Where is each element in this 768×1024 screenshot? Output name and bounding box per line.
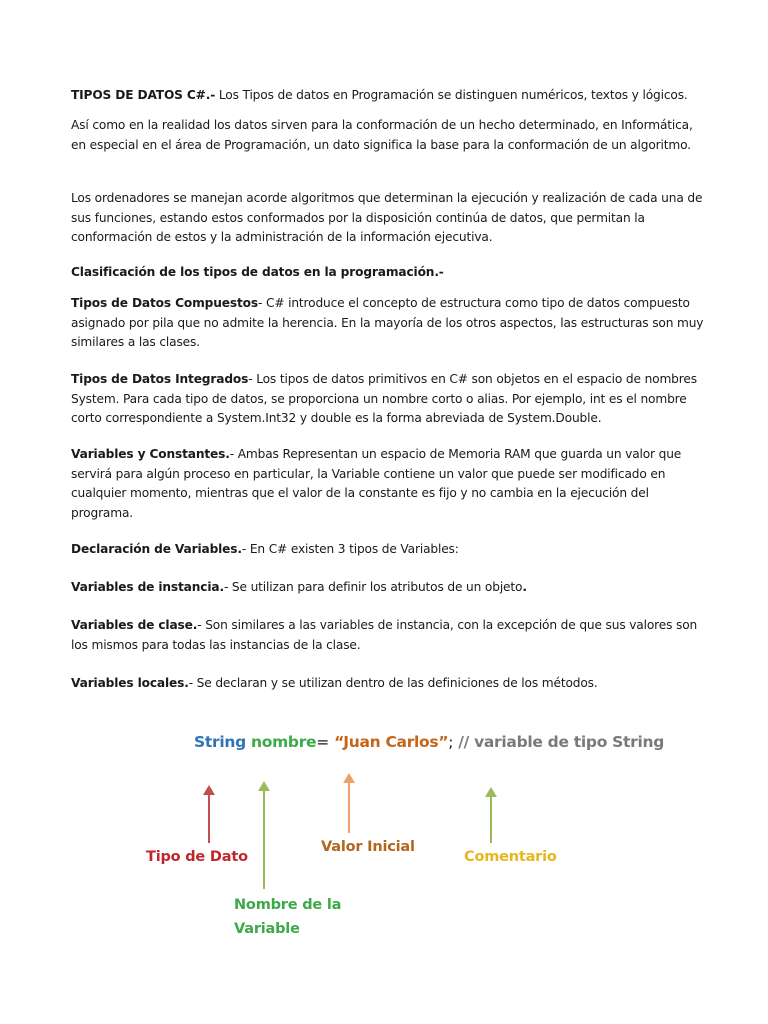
- paragraph-intro: [71, 86, 711, 106]
- paragraph-ordenadores: [71, 189, 711, 248]
- heading-instancia: Variables de instancia.: [71, 580, 224, 594]
- code-type-token: String: [194, 733, 246, 751]
- code-name-token: nombre: [250, 733, 317, 751]
- paragraph-integrados: [71, 370, 711, 429]
- paragraph-clasificacion: [71, 263, 711, 283]
- paragraph-realidad: [71, 116, 711, 155]
- realidad-text: Así como en la realidad los datos sirven para la conformación de un hecho determinado, en Informática, en especial en el área de Programación, un dato significa la base para la conformación de un algoritmo.: [71, 118, 693, 152]
- label-valor-inicial: Valor Inicial: [321, 839, 415, 855]
- label-tipo-de-dato: Tipo de Dato: [146, 849, 248, 865]
- instancia-text: - Se utilizan para definir los atributos de un objeto: [223, 580, 523, 594]
- clase-text: - Son similares a las variables de instancia, con la excepción de que sus valores son los mismos para todas las instancias de la clase.: [71, 618, 698, 652]
- paragraph-declaracion: [71, 540, 711, 560]
- heading-clasificacion: Clasificación de los tipos de datos en la programación.-: [71, 265, 444, 279]
- variable-declaration-diagram: [130, 725, 670, 955]
- heading-clase: Variables de clase.: [71, 618, 198, 632]
- paragraph-compuestos: [71, 294, 711, 353]
- integrados-text: - Los tipos de datos primitivos en C# son objetos en el espacio de nombres System. Para cada tipo de datos, se proporciona un nombre corto o alias. Por ejemplo, int es el nombre corto correspondiente a System.Int32 y double es la forma abreviada de System.Double.: [71, 372, 697, 425]
- arrow-comentario: [485, 787, 497, 843]
- heading-compuestos: Tipos de Datos Compuestos: [71, 296, 258, 310]
- heading-declaracion: Declaración de Variables.: [71, 542, 242, 556]
- code-value-token: “Juan Carlos”: [334, 733, 449, 751]
- code-comment-token: // variable de tipo String: [458, 733, 665, 751]
- intro-text: Los Tipos de datos en Programación se distinguen numéricos, textos y lógicos.: [215, 88, 688, 102]
- compuestos-text: - C# introduce el concepto de estructura como tipo de datos compuesto asignado por pila que no admite la herencia. En la mayoría de los otros aspectos, las estructuras son muy similares a las clases.: [71, 296, 704, 349]
- instancia-tail: .: [522, 580, 527, 594]
- heading-variables-constantes: Variables y Constantes.: [71, 447, 230, 461]
- label-comentario: Comentario: [464, 849, 557, 865]
- ordenadores-text: Los ordenadores se manejan acorde algoritmos que determinan la ejecución y realización de cada una de sus funciones, estando estos conformados por la disposición continúa de datos, que permitan la conformación de estos y la administración de la información ejecutiva.: [71, 191, 703, 244]
- arrow-nombre-variable: [258, 781, 270, 889]
- heading-locales: Variables locales.: [71, 676, 189, 690]
- heading-integrados: Tipos de Datos Integrados: [71, 372, 249, 386]
- locales-text: - Se declaran y se utilizan dentro de las definiciones de los métodos.: [188, 676, 598, 690]
- label-nombre-line2: Variable: [234, 921, 300, 937]
- arrow-tipo-de-dato: [203, 785, 215, 843]
- paragraph-instancia: [71, 578, 711, 598]
- code-semicolon-token: ;: [448, 733, 454, 751]
- paragraph-clase: [71, 616, 711, 655]
- label-nombre-line1: Nombre de la: [234, 897, 342, 913]
- code-assign-token: =: [316, 733, 329, 751]
- paragraph-locales: [71, 674, 711, 694]
- heading-tipos-de-datos: TIPOS DE DATOS C#.-: [71, 88, 216, 102]
- arrow-valor-inicial: [343, 773, 355, 833]
- declaracion-text: - En C# existen 3 tipos de Variables:: [241, 542, 459, 556]
- variables-constantes-text: - Ambas Representan un espacio de Memoria RAM que guarda un valor que servirá para algún proceso en particular, la Variable contiene un valor que puede ser modificado en cualquier momento, mientras que el valor de la constante es fijo y no cambia en la ejecución del programa.: [71, 447, 682, 520]
- paragraph-variables-constantes: [71, 445, 711, 523]
- label-nombre-variable: [234, 893, 374, 941]
